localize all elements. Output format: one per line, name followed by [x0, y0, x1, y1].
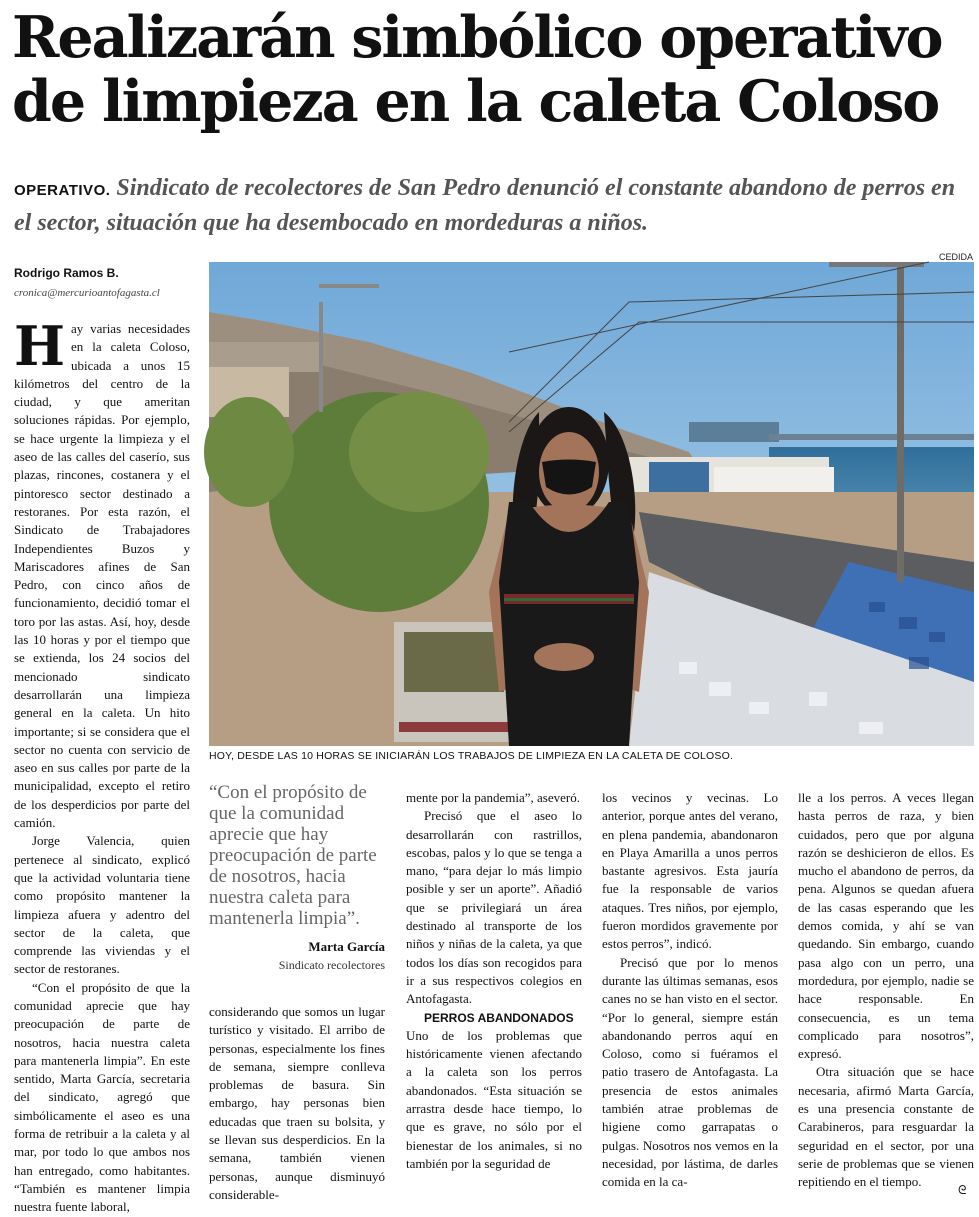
kicker-tag: OPERATIVO.	[14, 182, 111, 199]
paragraph-7: Uno de los problemas que históricamente vienen afectando a la caleta son los perros abandonados. “Esta situación se arrastra desde hace tiempo, lo que es grave, no sólo por el bienestar de los animales, si no también por la seguridad de	[406, 1027, 582, 1171]
author-name: Rodrigo Ramos B.	[14, 266, 119, 280]
headline-line-2: de limpieza en la caleta Coloso	[12, 68, 939, 135]
paragraph-6: Precisó que el aseo lo desarrollarán con rastrillos, escobas, palos y lo que se tenga a mano, “para dejar lo más limpio posible y ser un aporte”. Añadió que se privilegiará un área destinado al transporte de los niños y niñas de la caleta, ya que todos los días son recogidos para ir a sus respectivos colegios en Antofagasta.	[406, 808, 582, 1007]
pull-quote-author: Marta García	[308, 939, 385, 954]
photo-credit: CEDIDA	[938, 252, 973, 262]
paragraph-2: Jorge Valencia, quien pertenece al sindicato, explicó que la actividad voluntaria tiene como propósito mantener la limpieza afuera y adentro del sector de la caleta, que comprende las viviendas y el sector de restoranes.	[14, 833, 190, 977]
paragraph-3: “Con el propósito de que la comunidad aprecie que hay preocupación de parte de nosotros, hacia nuestra caleta para mantenerla limpia”. En este sentido, Marta García, secretaria del sindicato, agregó que simbólicamente el aseo es una forma de retribuir a la caleta y al mar, por todo lo que ambos nos han entregado, como habitantes. “También es mantener limpia nuestra fuente laboral,	[14, 979, 190, 1215]
pull-quote-text: “Con el propósito de que la comunidad aprecie que hay preocupación de parte de nosotros, hacia nuestra caleta para mantenerla limpia”.	[209, 782, 377, 929]
headline	[12, 6, 972, 134]
article-photo	[209, 262, 974, 746]
body-column-3	[406, 789, 582, 1204]
pull-quote-role: Sindicato recolectores	[278, 958, 385, 972]
pull-quote	[209, 782, 385, 973]
author-email: cronica@mercurioantofagasta.cl	[14, 287, 160, 299]
paragraph-9: Precisó que por lo menos durante las últimas semanas, esos canes no se han visto en el sector. “Por lo general, siempre están abandonando perros aquí en Coloso, como si fuéramos el patio trasero de Antofagasta. La presencia de estos animales también atrae problemas de higiene como garrapatas o pulgas. Nosotros nos vemos en la necesidad, por lástima, de darles comida en la ca-	[602, 954, 778, 1190]
end-mark-icon: ᘓ	[958, 1183, 967, 1197]
headline-line-1: Realizarán simbólico operativo	[12, 4, 942, 71]
paragraph-4: considerando que somos un lugar turístico y visitado. El arribo de personas, especialmente los fines de semana, siempre conlleva problemas de basura. Sin embargo, hay personas bien educadas que traen su bolsita, y se llevan sus desperdicios. En la semana, también vienen personas, aunque disminuyó considerable-	[209, 1004, 385, 1202]
paragraph-1: Hay varias necesidades en la caleta Coloso, ubicada a unos 15 kilómetros del centro de la ciudad, y que ameritan soluciones rápidas. Por ejemplo, se hace urgente la limpieza y el aseo de las calles del caserío, sus plazas, rincones, costanera y el pintoresco sector destinado a restoranes. Por esta razón, el Sindicato de Trabajadores Independientes Buzos y Mariscadores afines de San Pedro, con cinco años de funcionamiento, decidió tomar el toro por las astas. Así, hoy, desde las 10 horas y por el tiempo que se extienda, los 24 socios del mencionado sindicato desarrollarán una limpieza general en la caleta. Un hito importante; si se considera que el sector no cuenta con servicio de aseo en sus calles por parte de la municipalidad, excepto el retiro de los desperdicios por parte del camión.	[14, 314, 190, 831]
paragraph-8: los vecinos y vecinas. Lo anterior, porque antes del verano, en plena pandemia, abandonaron en Playa Amarilla a unos perros bastante agresivos. Esta jauría fue la responsable de varios ataques. Tres niños, por ejemplo, fueron mordidos gravemente por estos perros”, indicó.	[602, 790, 778, 952]
photo-caption: HOY, DESDE LAS 10 HORAS SE INICIARÁN LOS TRABAJOS DE LIMPIEZA EN LA CALETA DE COLOSO.	[209, 750, 734, 762]
drop-cap: H	[14, 314, 66, 378]
kicker-text: Sindicato de recolectores de San Pedro denunció el constante abandono de perros en el sector, situación que ha desembocado en mordeduras a niños.	[14, 175, 956, 236]
paragraph-5: mente por la pandemia”, aseveró.	[406, 790, 580, 805]
paragraph-11: Otra situación que se hace necesaria, afirmó Marta García, es una presencia constante de Carabineros, para resguardar la seguridad en el sector, por una serie de problemas que se vienen repitiendo en el tiempo.	[798, 1064, 974, 1190]
body-column-2	[209, 1003, 385, 1203]
body-column-5	[798, 789, 974, 1204]
body-column-4	[602, 789, 778, 1204]
section-subhead: PERROS ABANDONADOS	[424, 1010, 574, 1025]
kicker	[14, 172, 976, 240]
paragraph-10: lle a los perros. A veces llegan hasta perros de raza, y bien cuidados, pero que por alguna razón se deshicieron de ellos. Es mucho el abandono de perros, da pena. Algunos se quedan afuera de las casas esperando que les demos comida, y ahí se van quedando. Sin embargo, cuando pasa algo con un perro, una mordedura, por ejemplo, nadie se hace responsable. En consecuencia, es un tema complicado para nosotros”, expresó.	[798, 790, 974, 1062]
body-column-1	[14, 314, 190, 1215]
